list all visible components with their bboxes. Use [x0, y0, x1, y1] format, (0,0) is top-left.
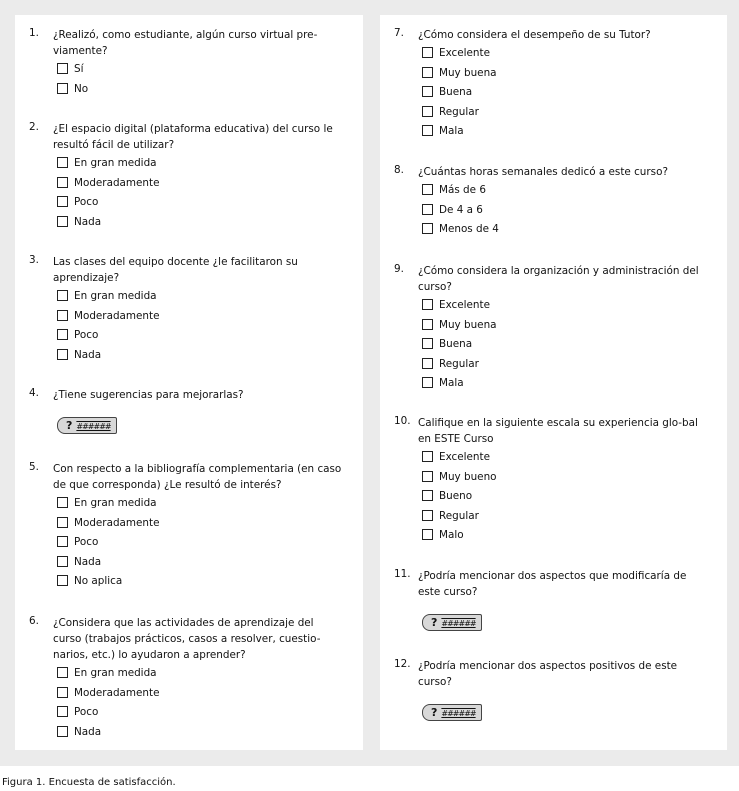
- text-answer-field[interactable]: [422, 704, 482, 721]
- option-label: Nada: [74, 725, 102, 738]
- options-list: [57, 63, 88, 102]
- checkbox[interactable]: [57, 63, 68, 74]
- option-label: Poco: [74, 329, 99, 342]
- figure-caption: Figura 1. Encuesta de satisfacción.: [2, 777, 176, 788]
- question-number: 7.: [394, 27, 404, 39]
- option[interactable]: [57, 667, 159, 687]
- checkbox[interactable]: [422, 299, 433, 310]
- options-list: [422, 184, 499, 243]
- checkbox[interactable]: [57, 310, 68, 321]
- option[interactable]: [422, 338, 497, 358]
- option[interactable]: [422, 490, 497, 510]
- question-mark-icon: ?: [431, 706, 438, 719]
- question-text: ¿Tiene sugerencias para mejorarlas?: [53, 389, 244, 401]
- option[interactable]: [57, 706, 159, 726]
- option[interactable]: [422, 529, 497, 549]
- options-list: [57, 290, 159, 368]
- option-label: En gran medida: [74, 497, 157, 509]
- checkbox[interactable]: [57, 216, 68, 227]
- option-label: Excelente: [439, 451, 490, 463]
- checkbox[interactable]: [422, 125, 433, 136]
- checkbox[interactable]: [422, 223, 433, 234]
- option-label: Muy buena: [439, 318, 497, 331]
- option[interactable]: [422, 471, 497, 491]
- checkbox[interactable]: [422, 338, 433, 349]
- keyboard-icon: ######: [76, 422, 111, 431]
- checkbox[interactable]: [57, 556, 68, 567]
- question-text: Califique en la siguiente escala su experiencia glo-bal en ESTE Curso: [418, 417, 698, 445]
- checkbox[interactable]: [57, 517, 68, 528]
- option[interactable]: [57, 575, 159, 595]
- option[interactable]: [57, 83, 88, 103]
- option-label: Muy buena: [439, 66, 497, 79]
- option[interactable]: [422, 125, 497, 145]
- question-number: 6.: [29, 615, 39, 627]
- question-text: Con respecto a la bibliografía complementaria (en caso de que corresponda) ¿Le resultó de interés?: [53, 463, 342, 491]
- option-label: Nada: [74, 555, 102, 568]
- checkbox[interactable]: [57, 196, 68, 207]
- checkbox[interactable]: [422, 358, 433, 369]
- option-label: Moderadamente: [74, 686, 160, 699]
- option-label: Regular: [439, 105, 479, 118]
- option[interactable]: [422, 451, 497, 471]
- checkbox[interactable]: [422, 377, 433, 388]
- option-label: Buena: [439, 338, 473, 351]
- option[interactable]: [422, 86, 497, 106]
- option[interactable]: [422, 184, 499, 204]
- option[interactable]: [422, 223, 499, 243]
- option[interactable]: [57, 310, 159, 330]
- text-answer-field[interactable]: [422, 614, 482, 631]
- checkbox[interactable]: [422, 490, 433, 501]
- options-list: [422, 299, 497, 397]
- option[interactable]: [422, 67, 497, 87]
- question-number: 11.: [394, 568, 411, 580]
- option[interactable]: [57, 290, 159, 310]
- question-number: 2.: [29, 121, 39, 133]
- checkbox[interactable]: [422, 319, 433, 330]
- option[interactable]: [57, 556, 159, 576]
- question-number: 9.: [394, 263, 404, 275]
- question-number: 3.: [29, 254, 39, 266]
- checkbox[interactable]: [422, 471, 433, 482]
- option[interactable]: [57, 157, 159, 177]
- checkbox[interactable]: [422, 67, 433, 78]
- checkbox[interactable]: [57, 157, 68, 168]
- checkbox[interactable]: [57, 726, 68, 737]
- option[interactable]: [57, 497, 159, 517]
- option-label: Poco: [74, 706, 99, 719]
- option-label: Excelente: [439, 299, 490, 311]
- checkbox[interactable]: [422, 529, 433, 540]
- checkbox[interactable]: [57, 536, 68, 547]
- checkbox[interactable]: [57, 575, 68, 586]
- option-label: Regular: [439, 357, 479, 370]
- right-column: [380, 15, 727, 750]
- option-label: De 4 a 6: [439, 203, 483, 216]
- option[interactable]: [57, 726, 159, 746]
- checkbox[interactable]: [57, 667, 68, 678]
- checkbox[interactable]: [422, 204, 433, 215]
- question-number: 1.: [29, 27, 39, 39]
- text-answer-field[interactable]: [57, 417, 117, 434]
- option-label: En gran medida: [74, 667, 157, 679]
- question-text: ¿Podría mencionar dos aspectos que modificaría de este curso?: [418, 570, 687, 598]
- option[interactable]: [422, 106, 497, 126]
- option-label: Buena: [439, 86, 473, 99]
- question-number: 12.: [394, 658, 411, 670]
- option[interactable]: [57, 536, 159, 556]
- option-label: Mala: [439, 377, 464, 390]
- question-mark-icon: ?: [431, 616, 438, 629]
- question-number: 8.: [394, 164, 404, 176]
- option[interactable]: [57, 216, 159, 236]
- option-label: Bueno: [439, 490, 473, 503]
- option-label: No aplica: [74, 575, 123, 588]
- option[interactable]: [422, 510, 497, 530]
- option-label: Nada: [74, 348, 102, 361]
- checkbox[interactable]: [57, 687, 68, 698]
- option[interactable]: [57, 329, 159, 349]
- option-label: Excelente: [439, 47, 490, 59]
- option[interactable]: [422, 204, 499, 224]
- options-list: [422, 451, 497, 549]
- option[interactable]: [57, 177, 159, 197]
- option-label: Moderadamente: [74, 516, 160, 529]
- checkbox[interactable]: [422, 510, 433, 521]
- option[interactable]: [422, 299, 497, 319]
- question-text: Las clases del equipo docente ¿le facilitaron su aprendizaje?: [53, 256, 298, 284]
- question-text: ¿Considera que las actividades de aprendizaje del curso (trabajos prácticos, casos a resolver, cuestio-narios, etc.) lo ayudaron a aprender?: [53, 617, 321, 661]
- option-label: Mala: [439, 125, 464, 138]
- checkbox[interactable]: [57, 706, 68, 717]
- option[interactable]: [57, 517, 159, 537]
- keyboard-icon: ######: [441, 619, 476, 628]
- option-label: Moderadamente: [74, 309, 160, 322]
- question-number: 10.: [394, 415, 411, 427]
- checkbox[interactable]: [57, 177, 68, 188]
- option-label: No: [74, 82, 89, 95]
- question-text: ¿Realizó, como estudiante, algún curso virtual pre-viamente?: [53, 29, 318, 57]
- option[interactable]: [57, 63, 88, 83]
- option-label: Poco: [74, 196, 99, 209]
- checkbox[interactable]: [422, 47, 433, 58]
- checkbox[interactable]: [422, 86, 433, 97]
- question-text: ¿El espacio digital (plataforma educativa) del curso le resultó fácil de utilizar?: [53, 123, 333, 151]
- options-list: [57, 497, 159, 595]
- question-text: ¿Cómo considera la organización y administración del curso?: [418, 265, 699, 293]
- options-list: [57, 667, 159, 745]
- checkbox[interactable]: [422, 106, 433, 117]
- question-text: ¿Cómo considera el desempeño de su Tutor?: [418, 29, 651, 41]
- options-list: [57, 157, 159, 235]
- option[interactable]: [57, 687, 159, 707]
- question-number: 5.: [29, 461, 39, 473]
- option[interactable]: [57, 196, 159, 216]
- option-label: Más de 6: [439, 184, 486, 196]
- option-label: Regular: [439, 509, 479, 522]
- option-label: Menos de 4: [439, 223, 499, 236]
- option[interactable]: [422, 47, 497, 67]
- question-text: ¿Podría mencionar dos aspectos positivos de este curso?: [418, 660, 678, 688]
- option-label: Moderadamente: [74, 176, 160, 189]
- checkbox[interactable]: [57, 497, 68, 508]
- option-label: Nada: [74, 215, 102, 228]
- option-label: Muy bueno: [439, 470, 497, 483]
- left-column: [15, 15, 363, 750]
- checkbox[interactable]: [57, 290, 68, 301]
- option-label: Malo: [439, 529, 464, 542]
- options-list: [422, 47, 497, 145]
- option[interactable]: [422, 377, 497, 397]
- checkbox[interactable]: [57, 83, 68, 94]
- option-label: En gran medida: [74, 157, 157, 169]
- checkbox[interactable]: [422, 451, 433, 462]
- checkbox[interactable]: [57, 349, 68, 360]
- option[interactable]: [422, 358, 497, 378]
- keyboard-icon: ######: [441, 709, 476, 718]
- option[interactable]: [422, 319, 497, 339]
- checkbox[interactable]: [422, 184, 433, 195]
- option-label: Sí: [74, 63, 84, 75]
- question-text: ¿Cuántas horas semanales dedicó a este curso?: [418, 166, 668, 178]
- option-label: En gran medida: [74, 290, 157, 302]
- question-mark-icon: ?: [66, 419, 73, 432]
- option-label: Poco: [74, 536, 99, 549]
- option[interactable]: [57, 349, 159, 369]
- checkbox[interactable]: [57, 329, 68, 340]
- question-number: 4.: [29, 387, 39, 399]
